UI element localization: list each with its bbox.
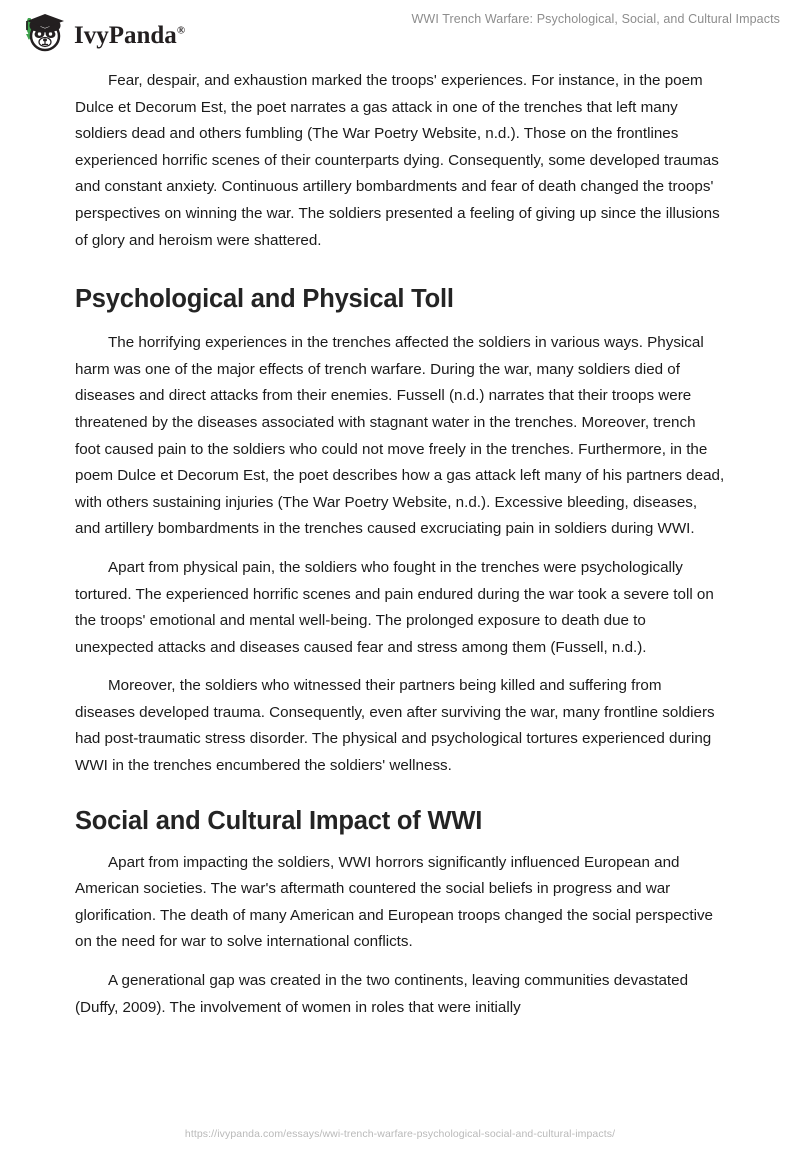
brand-logo[interactable] xyxy=(16,9,185,55)
brand-name xyxy=(74,23,185,48)
document-body xyxy=(75,68,725,1033)
brand-name-text: IvyPanda xyxy=(74,21,177,49)
section-heading: Psychological and Physical Toll xyxy=(75,285,454,314)
registered-trademark-icon: ® xyxy=(176,24,186,37)
page-footer xyxy=(0,1124,800,1142)
paragraph: A generational gap was created in the two continents, leaving communities devastated (Duffy, 2009). The involvement of women in roles that were initially xyxy=(75,972,689,1016)
ivypanda-panda-graduate-logo-icon xyxy=(16,9,68,55)
source-url[interactable]: https://ivypanda.com/essays/wwi-trench-warfare-psychological-social-and-cultural-impacts/ xyxy=(184,1128,616,1140)
paragraph: Apart from physical pain, the soldiers who fought in the trenches were psychologically tortured. The experienced horrific scenes and pain endured during the war took a severe toll on the troops' emotional and mental well-being. The prolonged exposure to death due to unexpected attacks and diseases caused fear and stress among them (Fussell, n.d.). xyxy=(75,558,714,656)
paragraph: Apart from impacting the soldiers, WWI horrors significantly influenced European and American societies. The war's aftermath countered the social beliefs in progress and war glorification. The death of many American and European troops changed the social perspective on the need for war to solve international conflicts. xyxy=(75,853,713,951)
section-heading: Social and Cultural Impact of WWI xyxy=(75,806,483,835)
paragraph: Moreover, the soldiers who witnessed their partners being killed and suffering from diseases developed trauma. Consequently, even after surviving the war, many frontline soldiers had post-traumatic stress disorder. The physical and psychological tortures experienced during WWI in the trenches encumbered the soldiers' wellness. xyxy=(75,677,715,775)
document-title: WWI Trench Warfare: Psychological, Social, and Cultural Impacts xyxy=(411,12,780,26)
page-header xyxy=(0,0,800,62)
paragraph: The horrifying experiences in the trenches affected the soldiers in various ways. Physical harm was one of the major effects of trench warfare. During the war, many soldiers died of diseases and direct attacks from their enemies. Fussell (n.d.) narrates that their troops were threatened by the diseases associated with stagnant water in the trenches. Moreover, trench foot caused pain to the soldiers who could not move freely in the trenches. Furthermore, in the poem Dulce et Decorum Est, the poet describes how a gas attack left many of his partners dead, with others sustaining injuries (The War Poetry Website, n.d.). Excessive bleeding, diseases, and artillery bombardments in the trenches caused excruciating pain in soldiers during WWI. xyxy=(75,334,725,538)
paragraph: Fear, despair, and exhaustion marked the troops' experiences. For instance, in the poem Dulce et Decorum Est, the poet narrates a gas attack in one of the trenches that left many soldiers dead and others fumbling (The War Poetry Website, n.d.). Those on the frontlines experienced horrific scenes of their counterparts dying. Consequently, some developed traumas and constant anxiety. Continuous artillery bombardments and fear of death changed the troops' perspectives on winning the war. The soldiers presented a feeling of giving up since the illusions of glory and heroism were shattered. xyxy=(75,72,720,249)
